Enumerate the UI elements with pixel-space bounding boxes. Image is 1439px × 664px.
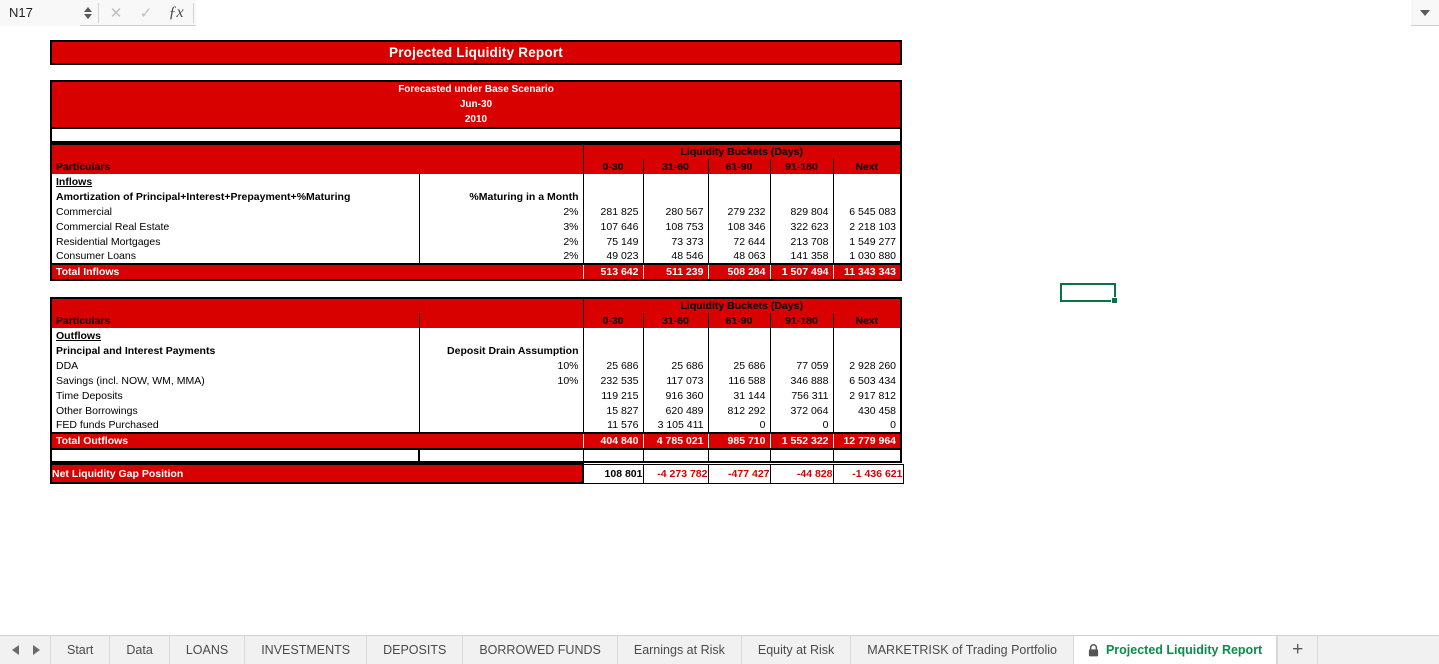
- cell-value: 916 360: [643, 388, 708, 403]
- page-title: Projected Liquidity Report: [51, 41, 901, 64]
- tab-bar-filler: [1317, 636, 1439, 664]
- outflows-section-row: [51, 328, 901, 343]
- sheet-tab-investments[interactable]: [244, 636, 366, 664]
- blank: [583, 449, 643, 462]
- outflows-bucket-header-row: [51, 298, 901, 313]
- cell-value: 108 753: [643, 219, 708, 234]
- cell-value: 77 059: [770, 358, 833, 373]
- spacer-row: [51, 449, 901, 462]
- cell-value: 11 576: [583, 418, 643, 433]
- tab-label: Earnings at Risk: [633, 643, 725, 657]
- row-assumption: 10%: [419, 358, 583, 373]
- blank: [583, 174, 643, 189]
- chevron-down-icon: [1420, 10, 1430, 16]
- cell-value: 119 215: [583, 388, 643, 403]
- inflows-subsection-label: Amortization of Principal+Interest+Prepayment+%Maturing: [56, 190, 351, 203]
- cell-value: 73 373: [643, 234, 708, 249]
- table-row: [51, 358, 901, 373]
- cell-value: 279 232: [708, 204, 770, 219]
- name-box[interactable]: [0, 0, 80, 26]
- blank: [419, 449, 583, 462]
- row-label: Commercial: [56, 205, 113, 218]
- total-value: 11 343 343: [833, 264, 901, 280]
- row-assumption: [419, 403, 583, 418]
- blank: [708, 343, 770, 358]
- blank: [643, 174, 708, 189]
- net-gap-value: -4 273 782: [643, 464, 708, 483]
- outflows-subsection-row: [51, 343, 901, 358]
- cell-value: 430 458: [833, 403, 901, 418]
- cell-value: 48 063: [708, 249, 770, 264]
- table-row: [51, 234, 901, 249]
- cell-value: 75 149: [583, 234, 643, 249]
- divider: [193, 3, 194, 23]
- cancel-icon[interactable]: ✕: [109, 4, 123, 22]
- sheet-tab-earnings-at-risk[interactable]: [617, 636, 741, 664]
- total-value: 508 284: [708, 264, 770, 280]
- cell-value: 116 588: [708, 373, 770, 388]
- cell-value: 107 646: [583, 219, 643, 234]
- assumption-header-cell: [419, 313, 583, 328]
- row-assumption: 10%: [419, 373, 583, 388]
- total-label: Total Inflows: [51, 264, 419, 280]
- total-label: Total Outflows: [51, 433, 419, 449]
- cell-value: 6 503 434: [833, 373, 901, 388]
- cell-value: 49 023: [583, 249, 643, 264]
- arrow-left-icon[interactable]: [12, 645, 19, 655]
- tab-label: Projected Liquidity Report: [1105, 643, 1263, 657]
- table-row: [51, 388, 901, 403]
- blank: [643, 189, 708, 204]
- formula-bar-expand-icon[interactable]: [1411, 0, 1439, 26]
- blank: [419, 264, 583, 280]
- cell-value: 0: [833, 418, 901, 433]
- table-row: [51, 403, 901, 418]
- spacer: [50, 281, 902, 297]
- cell-value: 812 292: [708, 403, 770, 418]
- liquidity-buckets-header: Liquidity Buckets (Days): [583, 298, 901, 313]
- tab-label: INVESTMENTS: [261, 643, 351, 657]
- row-label: FED funds Purchased: [56, 419, 159, 431]
- cell-value: 346 888: [770, 373, 833, 388]
- blank: [643, 343, 708, 358]
- row-label: Consumer Loans: [56, 250, 136, 262]
- blank: [643, 328, 708, 343]
- net-liquidity-gap-table: [50, 463, 904, 484]
- blank: [419, 433, 583, 449]
- cell-value: 2 218 103: [833, 219, 901, 234]
- net-gap-label: Net Liquidity Gap Position: [51, 464, 583, 483]
- bucket-header-91-180: 91-180: [770, 159, 833, 174]
- table-row: [51, 373, 901, 388]
- empty-head-b: [419, 144, 583, 159]
- spinner-down-icon[interactable]: [84, 14, 92, 19]
- particulars-header: Particulars: [51, 159, 419, 174]
- cell-value: 117 073: [643, 373, 708, 388]
- tab-label: Equity at Risk: [757, 643, 835, 657]
- sheet-tab-bar: [0, 635, 1439, 664]
- blank: [833, 174, 901, 189]
- net-gap-value: -477 427: [708, 464, 770, 483]
- sheet-tab-data[interactable]: [109, 636, 168, 664]
- particulars-header: Particulars: [51, 313, 419, 328]
- row-label: Savings (incl. NOW, WM, MMA): [56, 374, 205, 387]
- table-row: [51, 418, 901, 433]
- check-icon[interactable]: ✓: [139, 4, 153, 22]
- tab-label: Start: [67, 643, 94, 657]
- inflows-section-row: [51, 174, 901, 189]
- arrow-right-icon[interactable]: [33, 645, 40, 655]
- row-assumption: 2%: [419, 249, 583, 264]
- cell-value: 48 546: [643, 249, 708, 264]
- blank: [708, 189, 770, 204]
- row-assumption: 2%: [419, 234, 583, 249]
- outflows-table: [50, 297, 902, 463]
- cell-value: 0: [708, 418, 770, 433]
- tab-label: Data: [126, 643, 153, 657]
- sheet-tab-projected-liquidity-report[interactable]: [1073, 636, 1277, 664]
- net-gap-value: -1 436 621: [833, 464, 903, 483]
- blank: [770, 343, 833, 358]
- total-value: 985 710: [708, 433, 770, 449]
- blank: [770, 449, 833, 462]
- bucket-header-61-90: 61-90: [708, 313, 770, 328]
- cell-value: 281 825: [583, 204, 643, 219]
- inflows-subsection-row: [51, 189, 901, 204]
- cell-value: 31 144: [708, 388, 770, 403]
- section-gap: [50, 281, 902, 297]
- row-label: Commercial Real Estate: [56, 220, 170, 233]
- projected-liquidity-report: [50, 40, 902, 484]
- cell-value: 1 030 880: [833, 249, 901, 264]
- sheet-tab-start[interactable]: [50, 636, 109, 664]
- total-value: 4 785 021: [643, 433, 708, 449]
- fill-handle[interactable]: [1111, 297, 1118, 304]
- subtitle-year: 2010: [464, 114, 488, 125]
- title-gap: [50, 65, 902, 80]
- row-assumption: [419, 388, 583, 403]
- blank: [833, 328, 901, 343]
- sheet-tab-equity-at-risk[interactable]: [741, 636, 850, 664]
- row-label: Other Borrowings: [56, 404, 138, 417]
- function-wizard-icon[interactable]: ƒ x: [168, 3, 184, 21]
- formula-bar: [0, 0, 1439, 26]
- cell-value: 0: [770, 418, 833, 433]
- total-value: 1 507 494: [770, 264, 833, 280]
- report-subtitle: [51, 81, 901, 128]
- spacer: [50, 65, 902, 80]
- blank: [833, 343, 901, 358]
- outflows-section-label: Outflows: [56, 329, 101, 342]
- blank: [708, 328, 770, 343]
- tab-label: DEPOSITS: [383, 643, 447, 657]
- bucket-header-61-90: 61-90: [708, 159, 770, 174]
- cell-value: 141 358: [770, 249, 833, 264]
- cell-value: 72 644: [708, 234, 770, 249]
- sheet-tab-loans[interactable]: [169, 636, 244, 664]
- net-gap-row: [51, 464, 903, 483]
- subtitle-scenario: Forecasted under Base Scenario: [398, 84, 554, 95]
- tab-label: MARKETRISK of Trading Portfolio: [867, 643, 1057, 657]
- report-title-table: [50, 40, 902, 65]
- row-assumption: [419, 418, 583, 433]
- total-value: 1 552 322: [770, 433, 833, 449]
- tab-label: BORROWED FUNDS: [479, 643, 601, 657]
- cell-value: 372 064: [770, 403, 833, 418]
- outflows-column-header-row: [51, 313, 901, 328]
- cell-value: 2 928 260: [833, 358, 901, 373]
- bucket-header-0-30: 0-30: [583, 313, 643, 328]
- cell-value: 25 686: [583, 358, 643, 373]
- selected-cell-n17[interactable]: [1060, 283, 1116, 302]
- spinner-up-icon[interactable]: [84, 7, 92, 12]
- inflows-column-header-row: [51, 159, 901, 174]
- empty-head-b: [419, 298, 583, 313]
- table-row: [51, 249, 901, 264]
- tab-label: LOANS: [185, 643, 229, 657]
- worksheet-canvas[interactable]: [0, 27, 1439, 635]
- bucket-header-next: Next: [833, 313, 901, 328]
- net-gap-value: 108 801: [583, 464, 643, 483]
- blank: [583, 189, 643, 204]
- table-row: [51, 204, 901, 219]
- bucket-header-31-60: 31-60: [643, 313, 708, 328]
- blank: [583, 328, 643, 343]
- inflows-total-row: [51, 264, 901, 280]
- blank: [770, 189, 833, 204]
- table-row: [51, 219, 901, 234]
- total-value: 511 239: [643, 264, 708, 280]
- blank: [708, 449, 770, 462]
- outflows-assumption-header: Deposit Drain Assumption: [419, 343, 583, 358]
- bucket-header-next: Next: [833, 159, 901, 174]
- name-box-spinner[interactable]: [80, 0, 96, 26]
- cell-value: 232 535: [583, 373, 643, 388]
- cell-value: 322 623: [770, 219, 833, 234]
- cell-value: 2 917 812: [833, 388, 901, 403]
- bucket-header-31-60: 31-60: [643, 159, 708, 174]
- cell-value: 829 804: [770, 204, 833, 219]
- total-value: 404 840: [583, 433, 643, 449]
- total-value: 12 779 964: [833, 433, 901, 449]
- row-assumption: 3%: [419, 219, 583, 234]
- empty-head-a: [51, 144, 419, 159]
- row-label: Residential Mortgages: [56, 235, 161, 248]
- inflows-table: [50, 143, 902, 281]
- outflows-subsection-label: Principal and Interest Payments: [56, 344, 216, 357]
- row-label: Time Deposits: [56, 389, 123, 402]
- cell-value: 6 545 083: [833, 204, 901, 219]
- sheet-tab-deposits[interactable]: [366, 636, 462, 664]
- bucket-header-0-30: 0-30: [583, 159, 643, 174]
- add-sheet-button[interactable]: +: [1277, 636, 1317, 664]
- bucket-header-91-180: 91-180: [770, 313, 833, 328]
- blank: [419, 174, 583, 189]
- liquidity-buckets-header: Liquidity Buckets (Days): [583, 144, 901, 159]
- tab-navigation: [0, 636, 50, 664]
- net-gap-value: -44 828: [770, 464, 833, 483]
- blank: [833, 449, 901, 462]
- inflows-bucket-header-row: [51, 144, 901, 159]
- report-subtitle-table: [50, 80, 902, 143]
- cell-value: 756 311: [770, 388, 833, 403]
- cell-value: 3 105 411: [643, 418, 708, 433]
- cell-value: 25 686: [643, 358, 708, 373]
- cell-value: 280 567: [643, 204, 708, 219]
- sheet-tab-borrowed-funds[interactable]: [462, 636, 617, 664]
- cell-value: 15 827: [583, 403, 643, 418]
- blank: [770, 174, 833, 189]
- row-assumption: 2%: [419, 204, 583, 219]
- cell-value: 25 686: [708, 358, 770, 373]
- total-value: 513 642: [583, 264, 643, 280]
- lock-icon: [1088, 644, 1099, 657]
- blank: [583, 343, 643, 358]
- blank: [643, 449, 708, 462]
- inflows-section-label: Inflows: [56, 175, 93, 188]
- empty-head-a: [51, 298, 419, 313]
- assumption-header-cell: [419, 159, 583, 174]
- inflows-assumption-header: %Maturing in a Month: [419, 189, 583, 204]
- cell-value: 1 549 277: [833, 234, 901, 249]
- blank: [833, 189, 901, 204]
- blank: [770, 328, 833, 343]
- blank: [708, 174, 770, 189]
- blank-row: [51, 128, 901, 142]
- blank: [51, 449, 419, 462]
- subtitle-date: Jun-30: [459, 99, 493, 110]
- name-box-value: N17: [9, 5, 33, 20]
- divider: [98, 3, 99, 23]
- cell-value: 108 346: [708, 219, 770, 234]
- outflows-total-row: [51, 433, 901, 449]
- blank: [419, 328, 583, 343]
- sheet-tab-marketrisk-trading-portfolio[interactable]: [850, 636, 1073, 664]
- row-label: DDA: [56, 359, 79, 372]
- cell-value: 213 708: [770, 234, 833, 249]
- cell-value: 620 489: [643, 403, 708, 418]
- formula-input[interactable]: [196, 0, 1411, 26]
